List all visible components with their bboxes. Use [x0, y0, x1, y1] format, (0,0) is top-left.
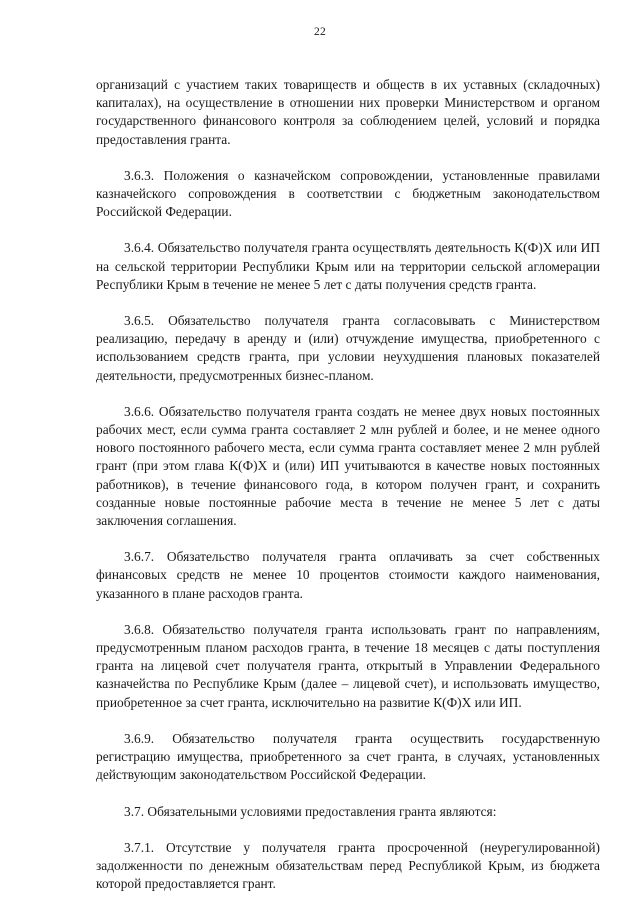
paragraph-3-7-1: 3.7.1. Отсутствие у получателя гранта просроченной (неурегулированной) задолженности по денежным обязательствам перед Республикой Крым, из бюджета которой предоставляется грант.	[96, 839, 600, 892]
paragraph-3-6-4: 3.6.4. Обязательство получателя гранта осуществлять деятельность К(Ф)Х или ИП на сельской территории Республики Крым или на территории сельской агломерации Республики Крым в течение не менее 5 лет с даты получения средств гранта.	[96, 240, 600, 292]
paragraph-3-6-9: 3.6.9. Обязательство получателя гранта осуществить государственную регистрацию имущества, приобретенного за счет гранта, в случаях, установленных действующим законодательством Российской Федерации.	[96, 730, 600, 783]
paragraph-3-6-3: 3.6.3. Положения о казначейском сопровождении, установленные правилами казначейского сопровождения в соответствии с бюджетным законодательством Российской Федерации.	[96, 167, 600, 220]
paragraph-3-7: 3.7. Обязательными условиями предоставления гранта являются:	[124, 803, 497, 819]
page-number: 22	[313, 26, 327, 38]
paragraph-3-6-5: 3.6.5. Обязательство получателя гранта согласовывать с Министерством реализацию, передачу в аренду и (или) отчуждение имущества, приобретенного с использованием средств гранта, при условии неухудшения плановых показателей деятельности, предусмотренных бизнес-планом.	[96, 313, 600, 383]
paragraph-3-6-8: 3.6.8. Обязательство получателя гранта использовать грант по направлениям, предусмотренным планом расходов гранта, в течение 18 месяцев с даты поступления гранта на лицевой счет получателя гранта, открытый в Управлении Федерального казначейства по Республике Крым (далее – лицевой счет), и использовать имущество, приобретенное за счет гранта, исключительно на развитие К(Ф)Х или ИП.	[96, 621, 600, 710]
document-body	[96, 76, 600, 911]
paragraph-continuation: организаций с участием таких товариществ и обществ в их уставных (складочных) капиталах), на осуществление в отношении них проверки Министерством и органом государственного финансового контроля за соблюдением целей, условий и порядка предоставления гранта.	[96, 77, 600, 147]
paragraph-3-6-7: 3.6.7. Обязательство получателя гранта оплачивать за счет собственных финансовых средств не менее 10 процентов стоимости каждого наименования, указанного в плане расходов гранта.	[96, 549, 600, 601]
paragraph-3-6-6: 3.6.6. Обязательство получателя гранта создать не менее двух новых постоянных рабочих мест, если сумма гранта составляет 2 млн рублей и более, и не менее одного нового постоянного рабочего места, если сумма гранта составляет менее 2 млн рублей грант (при этом глава К(Ф)Х и (или) ИП учитываются в качестве новых постоянных работников), в течение финансового года, в котором получен грант, и сохранить созданные новые постоянные рабочие места в течение не менее 5 лет с даты заключения соглашения.	[96, 403, 600, 529]
